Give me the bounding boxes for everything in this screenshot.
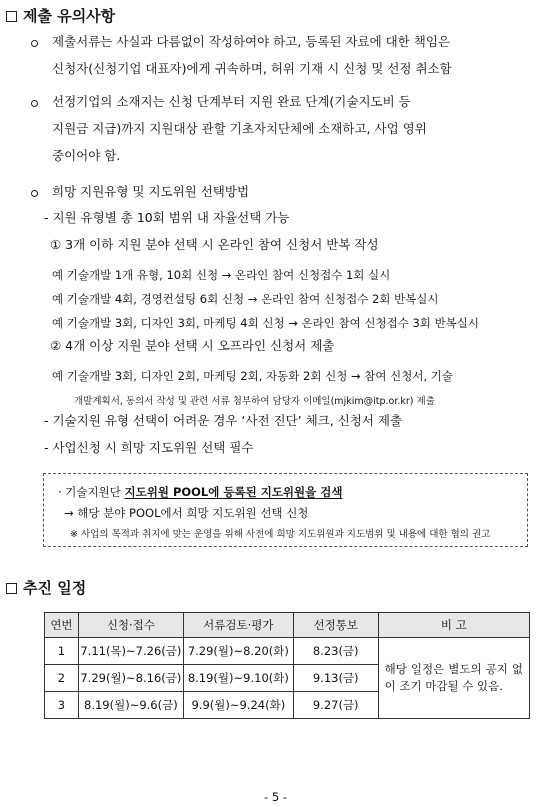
dash-item-2: - 기술지원 유형 선택이 어려운 경우 ‘사전 진단’ 체크, 신청서 제출 [44, 413, 403, 428]
example-3: 예 기술개발 3회, 디자인 3회, 마케팅 4회 신청 → 온라인 참여 신청접수 3회 반복실시 [52, 316, 480, 330]
circle-bullet-icon [31, 190, 38, 197]
square-bullet-icon [6, 583, 17, 594]
header-no: 연번 [45, 613, 79, 638]
cell-apply: 7.11(목)~7.26(금) [78, 638, 183, 665]
bullet-1-line-1: 제출서류는 사실과 다름없이 작성하여야 하고, 등록된 자료에 대한 책임은 [52, 34, 451, 49]
circle-bullet-icon [31, 40, 38, 47]
header-review: 서류검토·평가 [183, 613, 293, 638]
cell-review: 9.9(월)~9.24(화) [183, 692, 293, 719]
info-box-line-2: → 해당 분야 POOL에서 희망 지도위원 선택 신청 [64, 506, 309, 520]
cell-remarks: 해당 일정은 별도의 공지 없이 조기 마감될 수 있음. [378, 638, 529, 719]
cell-notice: 9.27(금) [293, 692, 378, 719]
cell-no: 2 [45, 665, 79, 692]
info-box [43, 473, 528, 547]
header-notice: 선정통보 [293, 613, 378, 638]
example-4-line-1: 예 기술개발 3회, 디자인 2회, 마케팅 2회, 자동화 2회 신청 → 참여 신청서, 기술 [52, 369, 453, 383]
circle-bullet-icon [31, 100, 38, 107]
example-2: 예 기술개발 4회, 경영컨설팅 6회 신청 → 온라인 참여 신청접수 2회 반복실시 [52, 292, 439, 306]
example-1: 예 기술개발 1개 유형, 10회 신청 → 온라인 참여 신청접수 1회 실시 [52, 268, 391, 282]
cell-apply: 7.29(월)~8.16(금) [78, 665, 183, 692]
cell-no: 3 [45, 692, 79, 719]
numbered-item-1: ① 3개 이하 지원 분야 선택 시 온라인 참여 신청서 반복 작성 [50, 237, 379, 252]
cell-apply: 8.19(월)~9.6(금) [78, 692, 183, 719]
numbered-item-2: ② 4개 이상 지원 분야 선택 시 오프라인 신청서 제출 [50, 338, 335, 353]
page-number: - 5 - [264, 790, 287, 804]
bullet-1-line-2: 신청자(신청기업 대표자)에게 귀속하며, 허위 기재 시 신청 및 선정 취소함 [52, 61, 452, 76]
bullet-2-line-3: 중이어야 함. [52, 148, 121, 163]
header-remarks: 비 고 [378, 613, 529, 638]
cell-notice: 8.23(금) [293, 638, 378, 665]
cell-no: 1 [45, 638, 79, 665]
cell-notice: 9.13(금) [293, 665, 378, 692]
schedule-table [44, 612, 530, 719]
cell-review: 8.19(월)~9.10(화) [183, 665, 293, 692]
dash-item-1: - 지원 유형별 총 10회 범위 내 자율선택 가능 [44, 210, 290, 225]
bullet-2-line-1: 선정기업의 소재지는 신청 단계부터 지원 완료 단계(기술지도비 등 [52, 94, 411, 109]
section-title-notice: 제출 유의사항 [6, 5, 115, 26]
cell-review: 7.29(월)~8.20(화) [183, 638, 293, 665]
table-header-row [45, 613, 530, 638]
section-title-schedule: 추진 일정 [6, 577, 86, 598]
square-bullet-icon [6, 11, 17, 22]
dash-item-3: - 사업신청 시 희망 지도위원 선택 필수 [44, 440, 254, 455]
info-box-emphasis: 지도위원 POOL에 등록된 지도위원을 검색 [124, 485, 343, 499]
bullet-2-line-2: 지원금 지급)까지 지원대상 관할 기초자치단체에 소재하고, 사업 영위 [52, 121, 427, 136]
info-box-line-1: · 기술지원단 지도위원 POOL에 등록된 지도위원을 검색 [58, 485, 343, 499]
example-4-line-2: 개발계획서, 동의서 작성 및 관련 서류 첨부하여 담당자 이메일(mjkim@itp.or.kr) 제출 [74, 396, 435, 407]
bullet-3-line-1: 희망 지원유형 및 지도위원 선택방법 [52, 184, 250, 199]
info-box-line-3: ※ 사업의 목적과 취지에 맞는 운영을 위해 사전에 희망 지도위원과 지도범위 및 내용에 대한 협의 권고 [70, 529, 491, 540]
table-row [45, 638, 530, 665]
header-apply: 신청·접수 [78, 613, 183, 638]
